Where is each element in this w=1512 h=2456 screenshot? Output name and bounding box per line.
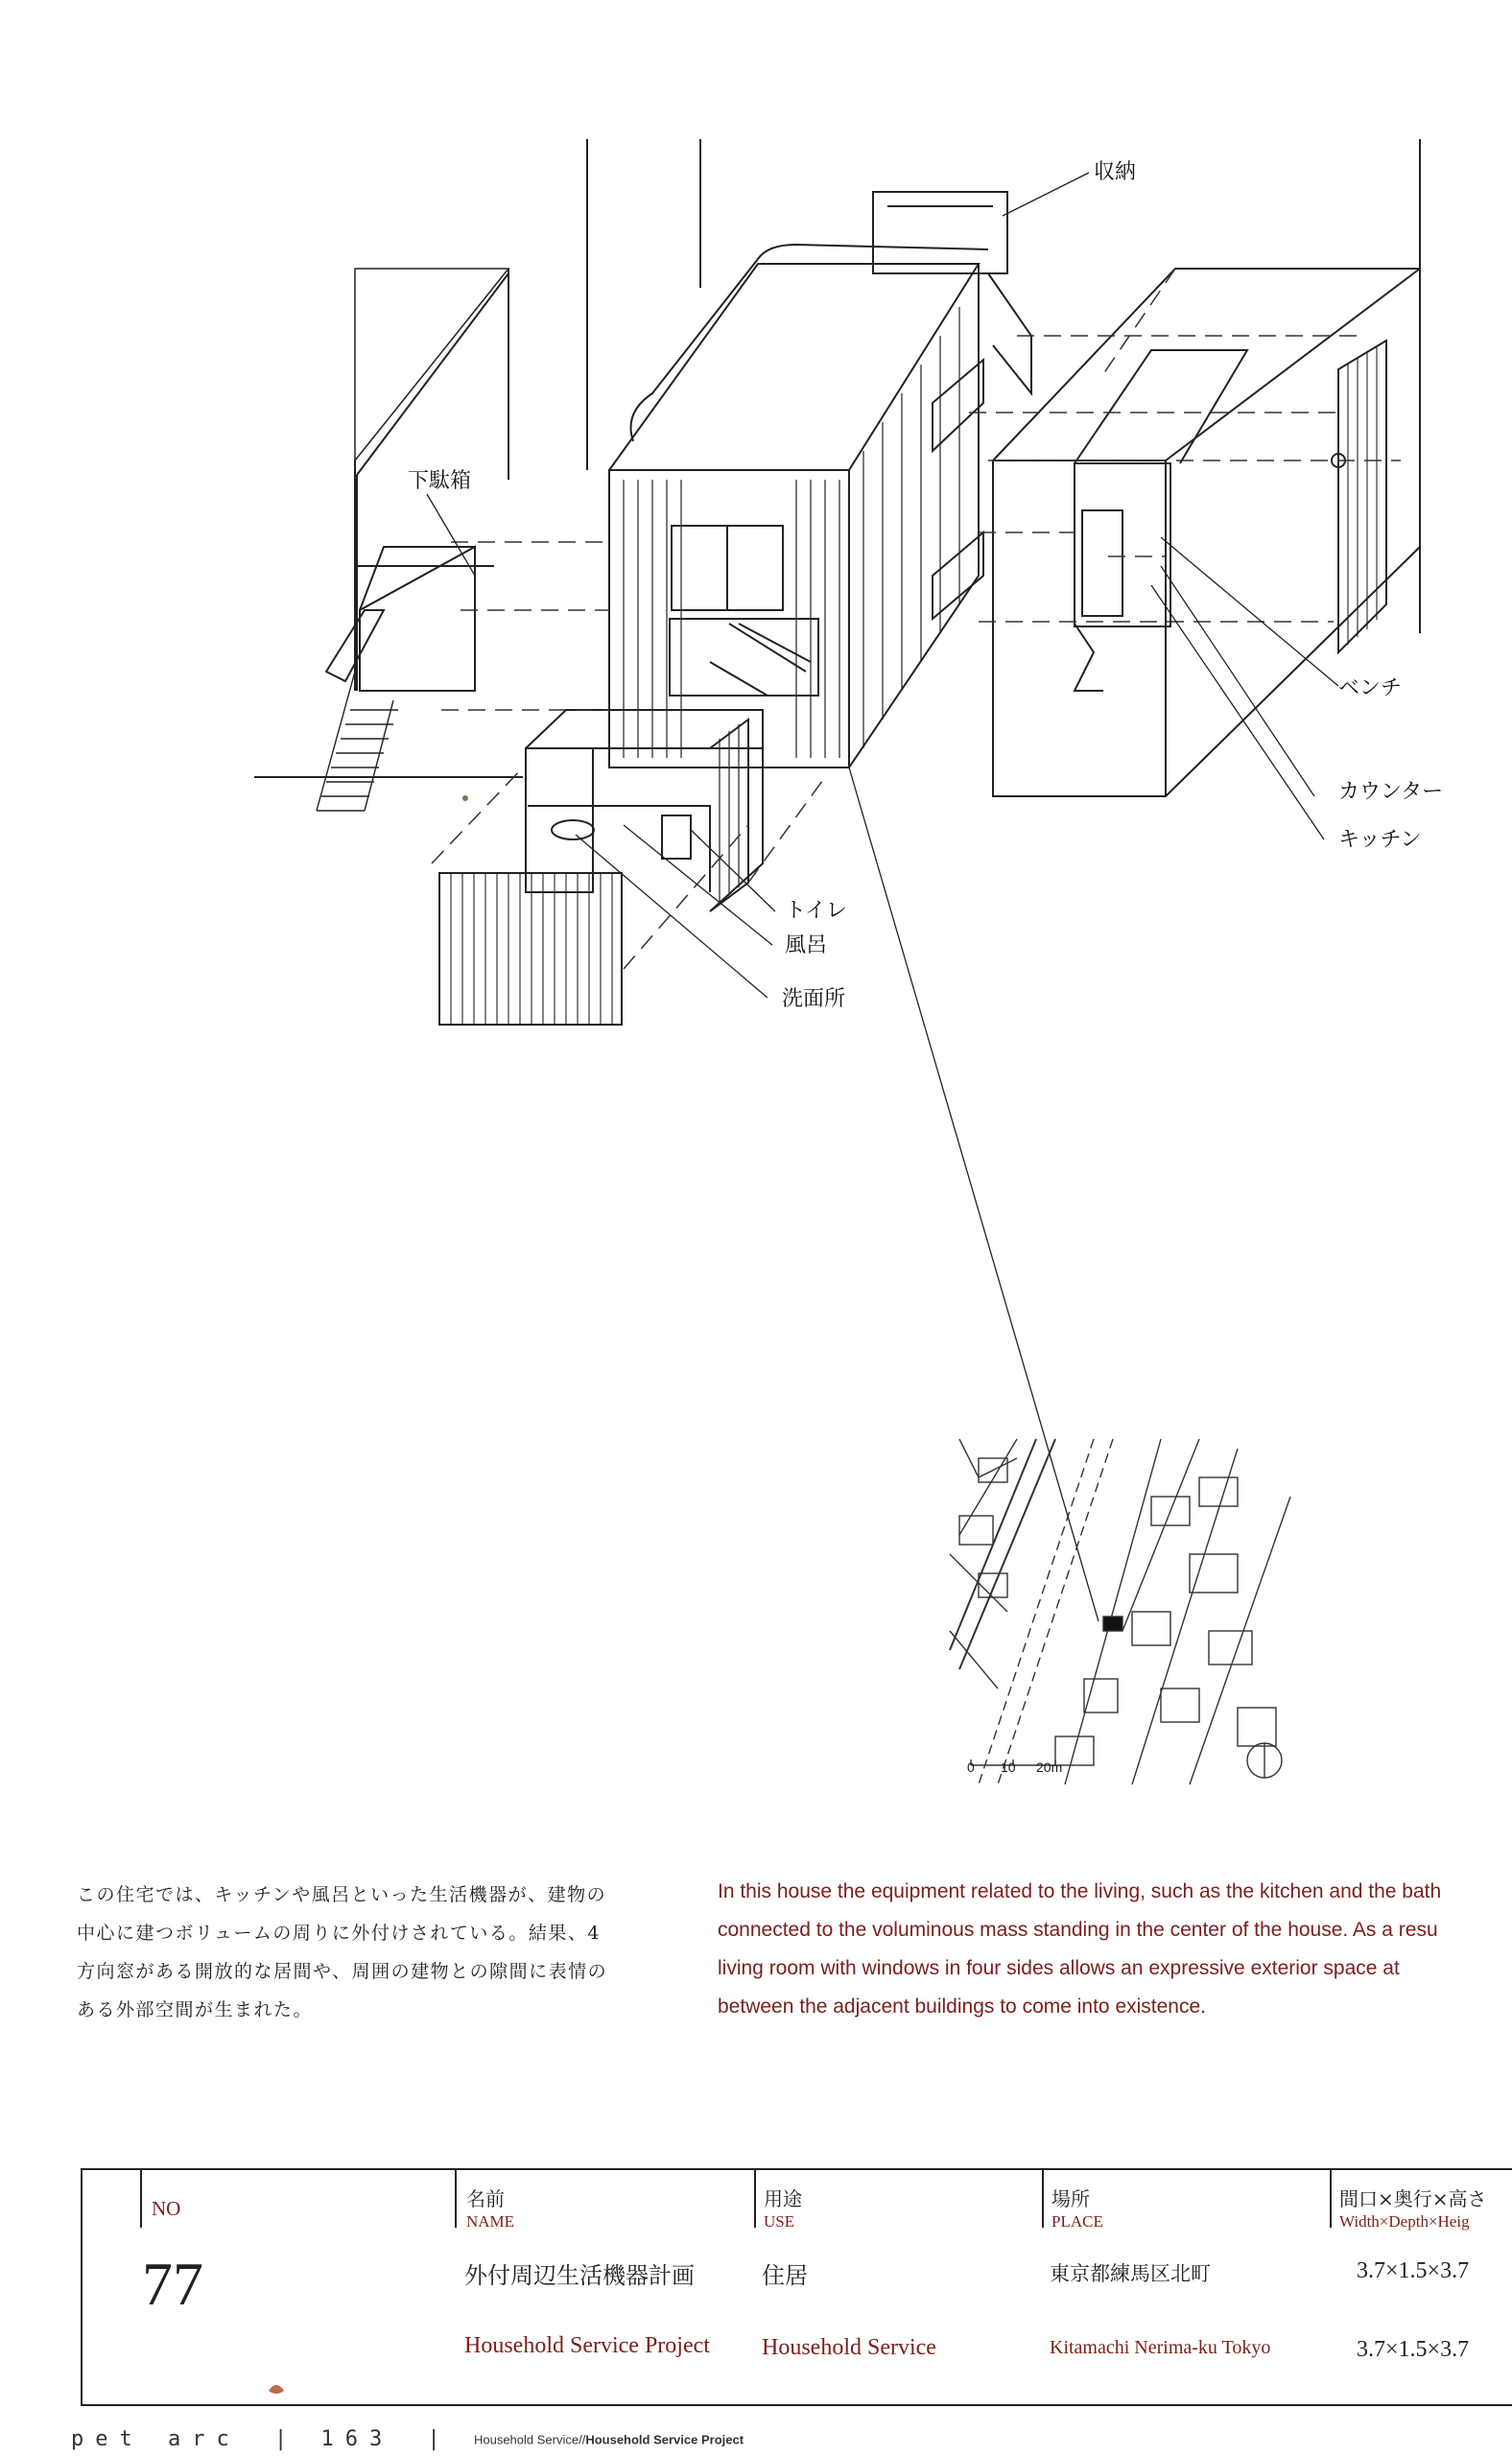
description-english [718, 1873, 1512, 2026]
description-en-line: between the adjacent buildings to come into existence. [718, 1996, 1206, 2018]
footer-section-label: Household Service// [473, 2432, 586, 2447]
footer-section-project: Household Service Project [585, 2432, 744, 2447]
project-name-jp: 外付周辺生活機器計画 [464, 2262, 695, 2289]
column-divider [455, 2170, 457, 2228]
dimensions-jp-label: 間口×奥行×高さ [1339, 2187, 1487, 2210]
scale-label-20m: 20m [1036, 1759, 1063, 1775]
description-jp-line: この住宅では、キッチンや風呂といった生活機器が、建物の [77, 1884, 607, 1905]
column-divider [1330, 2170, 1332, 2228]
scale-label-10: 10 [1001, 1759, 1016, 1775]
use-en-label: USE [764, 2212, 795, 2231]
description-jp-line: 中心に建つボリュームの周りに外付けされている。結果、4 [77, 1923, 602, 1944]
description-en-line: connected to the voluminous mass standing in the center of the house. As a resu [718, 1919, 1438, 1941]
page-number: 163 [320, 2427, 394, 2451]
name-jp-label: 名前 [466, 2187, 505, 2210]
project-name-en: Household Service Project [464, 2333, 710, 2358]
name-en-label: NAME [466, 2212, 515, 2231]
callout-washroom: 洗面所 [782, 987, 846, 1011]
callout-kitchen: キッチン [1338, 828, 1422, 852]
dimensions-en: 3.7×1.5×3.7 [1357, 2337, 1470, 2362]
column-divider [754, 2170, 756, 2228]
callout-toilet: トイレ [785, 899, 847, 923]
callout-bath: 風呂 [785, 933, 828, 957]
callout-storage: 収納 [1094, 160, 1137, 184]
callout-shoe-box: 下駄箱 [408, 469, 472, 493]
description-en-line: In this house the equipment related to the living, such as the kitchen and the bath [718, 1880, 1442, 1902]
place-jp: 東京都練馬区北町 [1050, 2262, 1211, 2285]
page-footer [71, 2427, 744, 2454]
description-japanese [77, 1876, 672, 2029]
column-divider [140, 2170, 142, 2228]
place-jp-label: 場所 [1051, 2187, 1090, 2210]
dimensions-jp: 3.7×1.5×3.7 [1357, 2258, 1470, 2283]
callout-counter: カウンター [1338, 780, 1444, 804]
callout-bench: ベンチ [1338, 676, 1403, 700]
use-en: Household Service [762, 2335, 936, 2360]
project-number: 77 [142, 2250, 203, 2318]
column-divider [1042, 2170, 1044, 2228]
description-jp-line: ある外部空間が生まれた。 [77, 1999, 314, 2020]
footer-separator: | [273, 2427, 288, 2451]
footer-separator: | [427, 2427, 440, 2451]
scale-label-0: 0 [967, 1759, 975, 1775]
project-info-table [81, 2168, 1512, 2406]
place-en-label: PLACE [1051, 2212, 1103, 2231]
description-jp-line: 方向窓がある開放的な居間や、周囲の建物との隙間に表情の [77, 1961, 608, 1982]
magazine-name: pet arc [71, 2427, 241, 2451]
description-en-line: living room with windows in four sides allows an expressive exterior space at [718, 1957, 1400, 1979]
no-label: NO [152, 2197, 181, 2220]
place-en: Kitamachi Nerima-ku Tokyo [1050, 2337, 1271, 2358]
footer-section [474, 2433, 744, 2447]
dimensions-en-label: Width×Depth×Heig [1339, 2212, 1470, 2231]
use-jp: 住居 [762, 2262, 808, 2289]
use-jp-label: 用途 [764, 2187, 802, 2210]
